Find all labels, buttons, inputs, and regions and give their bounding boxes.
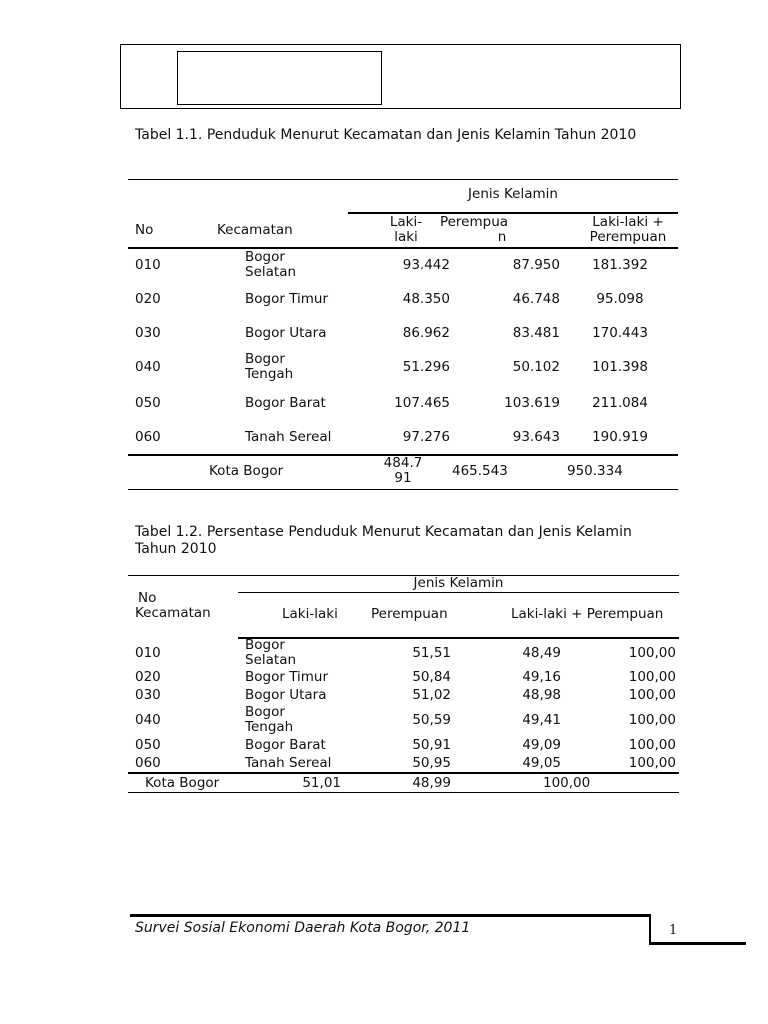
- footer-rule: [130, 914, 650, 917]
- table1-header-group: Jenis Kelamin: [468, 186, 558, 202]
- table1-bottom-rule: [128, 489, 678, 490]
- header-logo-box: [177, 51, 382, 105]
- table1-col-kecamatan: Kecamatan: [217, 222, 293, 238]
- footer-divider: [649, 914, 651, 944]
- table2-header-group: Jenis Kelamin: [413, 575, 504, 591]
- table2-title: Tabel 1.2. Persentase Penduduk Menurut Kecamatan dan Jenis Kelamin Tahun 2010: [135, 524, 632, 557]
- table2-total-rule: [128, 772, 679, 774]
- table2-col-no-kecamatan: No Kecamatan: [135, 590, 211, 621]
- table2-group-rule: [238, 592, 679, 593]
- table1-col-no: No: [135, 222, 154, 238]
- table2-bottom-rule: [128, 792, 679, 793]
- table2-col-perempuan: Perempuan: [371, 606, 448, 622]
- table1-top-rule: [128, 179, 678, 180]
- table1-title: Tabel 1.1. Penduduk Menurut Kecamatan dan Jenis Kelamin Tahun 2010: [135, 127, 637, 143]
- table2-col-laki: Laki-laki: [282, 606, 338, 622]
- table1-header-rule: [128, 247, 678, 249]
- table2-header-rule: [238, 637, 679, 639]
- table1-col-perempuan: Perempua n: [439, 214, 509, 245]
- table2-col-total: Laki-laki + Perempuan: [511, 606, 664, 622]
- footer-page-rule: [649, 942, 746, 945]
- footer-text: Survei Sosial Ekonomi Daerah Kota Bogor, 2011: [135, 920, 471, 936]
- page-number: 1: [669, 923, 678, 938]
- table1-col-total: Laki-laki + Perempuan: [589, 214, 667, 245]
- table1-col-laki: Laki- laki: [389, 214, 423, 245]
